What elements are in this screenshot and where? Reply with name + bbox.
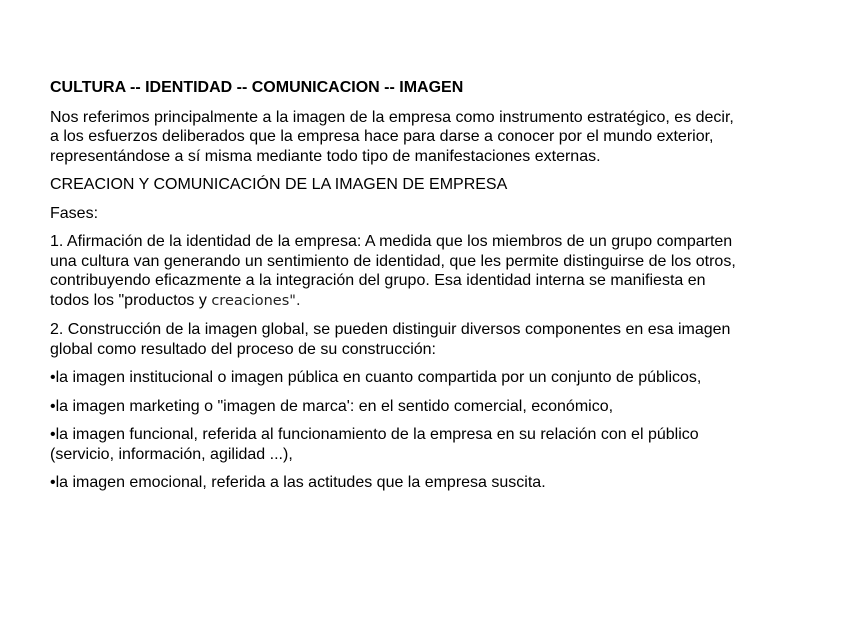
phase-1-paragraph [50, 232, 740, 311]
phase-1-text: 1. Afirmación de la identidad de la empresa: A medida que los miembros de un grupo comparten una cultura van generando un sentimiento de identidad, que les permite distinguirse de los otros, contribuyendo eficazmente a la integración del grupo. Esa identidad interna se manifiesta en todos los "productos y [50, 233, 736, 309]
phases-label: Fases: [50, 204, 99, 222]
section-heading: CREACION Y COMUNICACIÓN DE LA IMAGEN DE EMPRESA [50, 176, 508, 193]
bullet-item: •la imagen funcional, referida al funcionamiento de la empresa en su relación con el público (servicio, información, agilidad ...), [50, 426, 699, 463]
phase-1-tail: creaciones". [211, 292, 301, 309]
document-page [50, 78, 740, 502]
intro-paragraph: Nos referimos principalmente a la imagen de la empresa como instrumento estratégico, es decir, a los esfuerzos deliberados que la empresa hace para darse a conocer por el mundo exterior, representándose a sí misma mediante todo tipo de manifestaciones externas. [50, 108, 734, 165]
bullet-item: •la imagen emocional, referida a las actitudes que la empresa suscita. [50, 474, 546, 491]
bullet-item: •la imagen marketing o "imagen de marca': en el sentido comercial, económico, [50, 397, 614, 415]
bullet-item: •la imagen institucional o imagen pública en cuanto compartida por un conjunto de públicos, [50, 369, 702, 386]
document-title: CULTURA -- IDENTIDAD -- COMUNICACION -- IMAGEN [50, 79, 464, 96]
phase-2-paragraph: 2. Construcción de la imagen global, se pueden distinguir diversos componentes en esa imagen global como resultado del proceso de su construcción: [50, 321, 731, 358]
